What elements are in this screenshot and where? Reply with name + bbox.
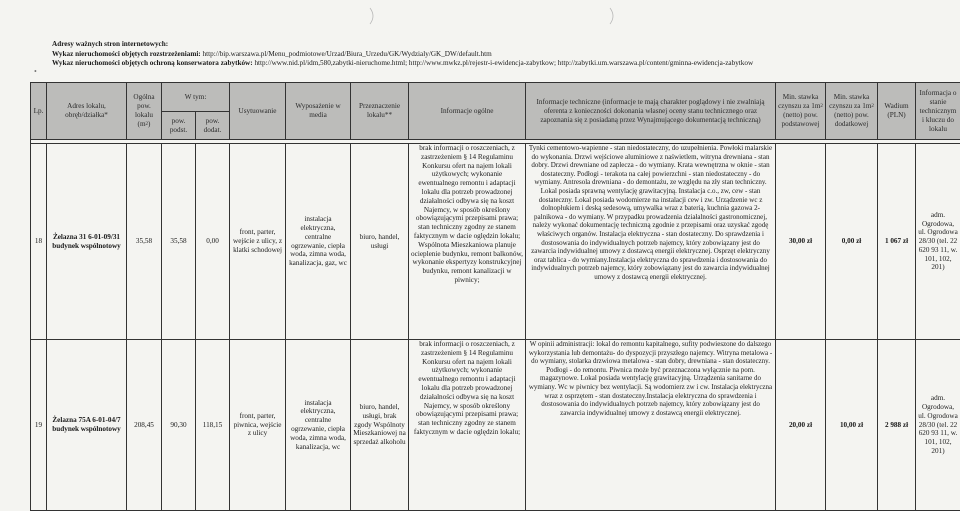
table-row [31,144,960,340]
col-pow-podst: pow. podst. [162,112,196,140]
cell-media: instalacja elektryczna, centralne ogrzewanie, ciepła woda, zimna woda, kanalizacja, wc [286,340,351,511]
notes-line-1-url[interactable]: http://bip.warszawa.pl/Menu_podmiotowe/Urzad/Biura_Urzedu/GK/Wydzialy/GK_DW/default.htm [203,50,492,58]
cell-przeznaczenie: biuro, handel, usługi, brak zgody Wspólnoty Mieszkaniowej na sprzedaż alkoholu [351,340,409,511]
scan-marks [310,6,650,26]
notes-line-2-label: Wykaz nieruchomości objętych ochroną konserwatora zabytków: [52,59,253,67]
cell-lp: 19 [31,340,47,511]
col-min-stawka-podst-b: (netto) pow. podstawowej [782,111,820,128]
col-min-stawka-dodat-b: (netto) pow. dodatkowej [834,111,869,128]
col-lp: Lp. [31,83,47,140]
cell-adres: Żelazna 31 6-01-09/31 budynek wspólnotowy [47,144,127,340]
header-row-1 [31,83,960,112]
col-min-stawka-dodat-sup: 2 [871,104,874,109]
col-w-tym: W tym: [162,83,230,112]
cell-dodat: 118,15 [196,340,230,511]
notes-line-2 [52,59,952,69]
col-informacja: Informacja o stanie technicznym i kluczu do lokalu [916,83,960,140]
col-min-stawka-podst-sup: 2 [820,104,823,109]
notes-heading: Adresy ważnych stron internetowych: [52,40,952,50]
col-min-stawka-dodat [826,83,878,140]
page-notes [52,40,952,69]
notes-line-2-url[interactable]: http://www.nid.pl/idm,580,zabytki-nieruchome.html; http://www.mwkz.pl/rejestr-i-ewidencja-zabytkow; http://zabytki.um.warszawa.pl/content/gminna-ewidencja-zabytkow [254,59,753,67]
col-ogolna-close: ) [148,120,150,128]
cell-dodat: 0,00 [196,144,230,340]
notes-line-1-label: Wykaz nieruchomości objętych rozstrzeżeniami: [52,50,201,58]
col-min-stawka-podst [776,83,826,140]
cell-informacje-ogolne: brak informacji o roszczeniach, z zastrzeżeniem § 14 Regulaminu Konkursu ofert na najem lokali użytkowych; wykonanie ewentualnego remontu i adaptacji lokalu dla potrzeb prowadzonej działalności odbywa się na koszt Najemcy, w sposób określony obowiązującymi przepisami prawa; stan techniczny zgodny ze stanem faktycznym w dacie oględzin lokalu; [409,340,526,511]
cell-min-dodat: 10,00 zł [826,340,878,511]
cell-usytuowanie: front, parter, piwnica, wejście z ulicy [230,340,286,511]
col-ogolna-unit: (m [138,120,146,128]
notes-line-1 [52,50,952,60]
col-informacje-techniczne: Informacje techniczne (informacje te mają charakter poglądowy i nie zwalniają oferenta z konieczności dokonania własnej oceny stanu technicznego oraz zapoznania się z posiadaną przez Wynajmującego dokumentacją techniczną) [526,83,776,140]
cell-informacja: adm. Ogrodowa, ul. Ogrodowa 28/30 (tel. 22 620 93 11, w. 101, 102, 201) [916,144,960,340]
cell-ogolna: 35,58 [127,144,162,340]
col-wyposazenie: Wyposażenie w media [286,83,351,140]
cell-wadium: 1 067 zł [878,144,916,340]
col-ogolna [127,83,162,140]
col-informacje-ogolne: Informacje ogólne [409,83,526,140]
cell-adres: Żelazna 75A 6-01-04/7 budynek wspólnotowy [47,340,127,511]
col-min-stawka-dodat-a: Min. stawka czynszu za 1m [829,93,871,110]
col-usytuowanie: Usytuowanie [230,83,286,140]
cell-podst: 90,30 [162,340,196,511]
cell-informacja: adm. Ogrodowa, ul. Ogrodowa 28/30 (tel. 22 620 93 11, w. 101, 102, 201) [916,340,960,511]
col-wadium: Wadium (PLN) [878,83,916,140]
cell-lp: 18 [31,144,47,340]
table-row [31,340,960,511]
cell-usytuowanie: front, parter, wejście z ulicy, z klatki schodowej [230,144,286,340]
cell-ogolna: 208,45 [127,340,162,511]
cell-przeznaczenie: biuro, handel, usługi [351,144,409,340]
col-min-stawka-podst-a: Min. stawka czynszu za 1m [778,93,820,110]
scan-bullet: • [34,67,37,76]
col-ogolna-sup: 2 [146,122,149,127]
cell-informacje-techniczne: Tynki cementowo-wapienne - stan niedostateczny, do uzupełnienia. Powłoki malarskie do wykonania. Drzwi wejściowe aluminiowe z naświetlem, witryna drewniana - stan dobry. Drzwi drewniane od zaplecza - do wymiany. Krata wewnętrzna w oknie - stan dostateczny. Podłogi - terakota na całej powierzchni - stan niedostateczny - do wymiany. Antresola drewniana - do demontażu, ze względu na zły stan techniczny. Lokal posiada sprawną wentylację grawitacyjną. Instalacja c.o., zw, cew - stan dostateczny. Lokal posiada wodomierze na instalacji cew i zw. Urządzenie wc z dolnopłukiem i deską sedesową, umywalka wraz z baterią, kuchnia gazowa 2-palnikowa - do wymiany. W przypadku prowadzenia działalności gastronomicznej, należy wykonać dokumentację techniczną zgodnie z przepisami oraz uzyskać zgodę właściwych organów. Instalacja elektryczna - stan dostateczny. Do sprawdzenia i dostosowania do indywidualnych potrzeb najemcy, który zobowiązany jest do zawarcia indywidualnej umowy z dostawcą energii elektrycznej. Osprzęt elektryczny oraz tablica - do wymiany.Instalacja elektryczna do sprawdzenia i dostosowania do indywidualnych potrzeb najemcy, który zobowiązany jest do zawarcia indywidualnej umowy z dostawcą energii elektrycznej. [526,144,776,340]
col-pow-dodat: pow. dodat. [196,112,230,140]
cell-min-dodat: 0,00 zł [826,144,878,340]
cell-wadium: 2 988 zł [878,340,916,511]
property-table [30,82,960,511]
cell-informacje-techniczne: W opinii administracji: lokal do remontu kapitalnego, sufity podwieszone do dalszego wykorzystania lub demontażu- do dyspozycji przyszłego najemcy. Witryna metalowa - do wymiany, stolarka drzwiowa metalowa - stan dobry, drewniana - stan dostateczny. Podłogi - do remontu. Piwnica może być przeznaczona wyłącznie na pom. magazynowe. Lokal posiada wentylację grawitacyjną. Urządzenia sanitarne do wymiany. Wc w piwnicy bez wentylacji. Są wodomierz zw i cw. Instalacja elektryczna wraz z osprzętem - stan dostateczny.Instalacja elektryczna do sprawdzenia i dostosowania do indywidualnych potrzeb najemcy, który zobowiązany jest do zawarcia indywidualnej umowy z dostawcą energii elektrycznej. [526,340,776,511]
col-przeznaczenie: Przeznaczenie lokalu** [351,83,409,140]
col-ogolna-text: Ogólna pow. lokalu [133,93,154,119]
cell-min-podst: 20,00 zł [776,340,826,511]
cell-media: instalacja elektryczna, centralne ogrzewanie, ciepła woda, zimna woda, kanalizacja, gaz, wc [286,144,351,340]
cell-informacje-ogolne: brak informacji o roszczeniach, z zastrzeżeniem § 14 Regulaminu Konkursu ofert na najem lokali użytkowych; wykonanie ewentualnego remontu i adaptacji lokalu dla potrzeb prowadzonej działalności odbywa się na koszt Najemcy, w sposób określony obowiązującymi przepisami prawa; stan techniczny zgodny ze stanem faktycznym w dacie oględzin lokalu; Wspólnota Mieszkaniowa planuje ocieplenie budynku, remont balkonów, wykonanie ekspertyzy konstrukcyjnej budynku, remont kanalizacji w piwnicy; [409,144,526,340]
cell-min-podst: 30,00 zł [776,144,826,340]
col-adres: Adres lokalu, obręb/działka* [47,83,127,140]
cell-podst: 35,58 [162,144,196,340]
